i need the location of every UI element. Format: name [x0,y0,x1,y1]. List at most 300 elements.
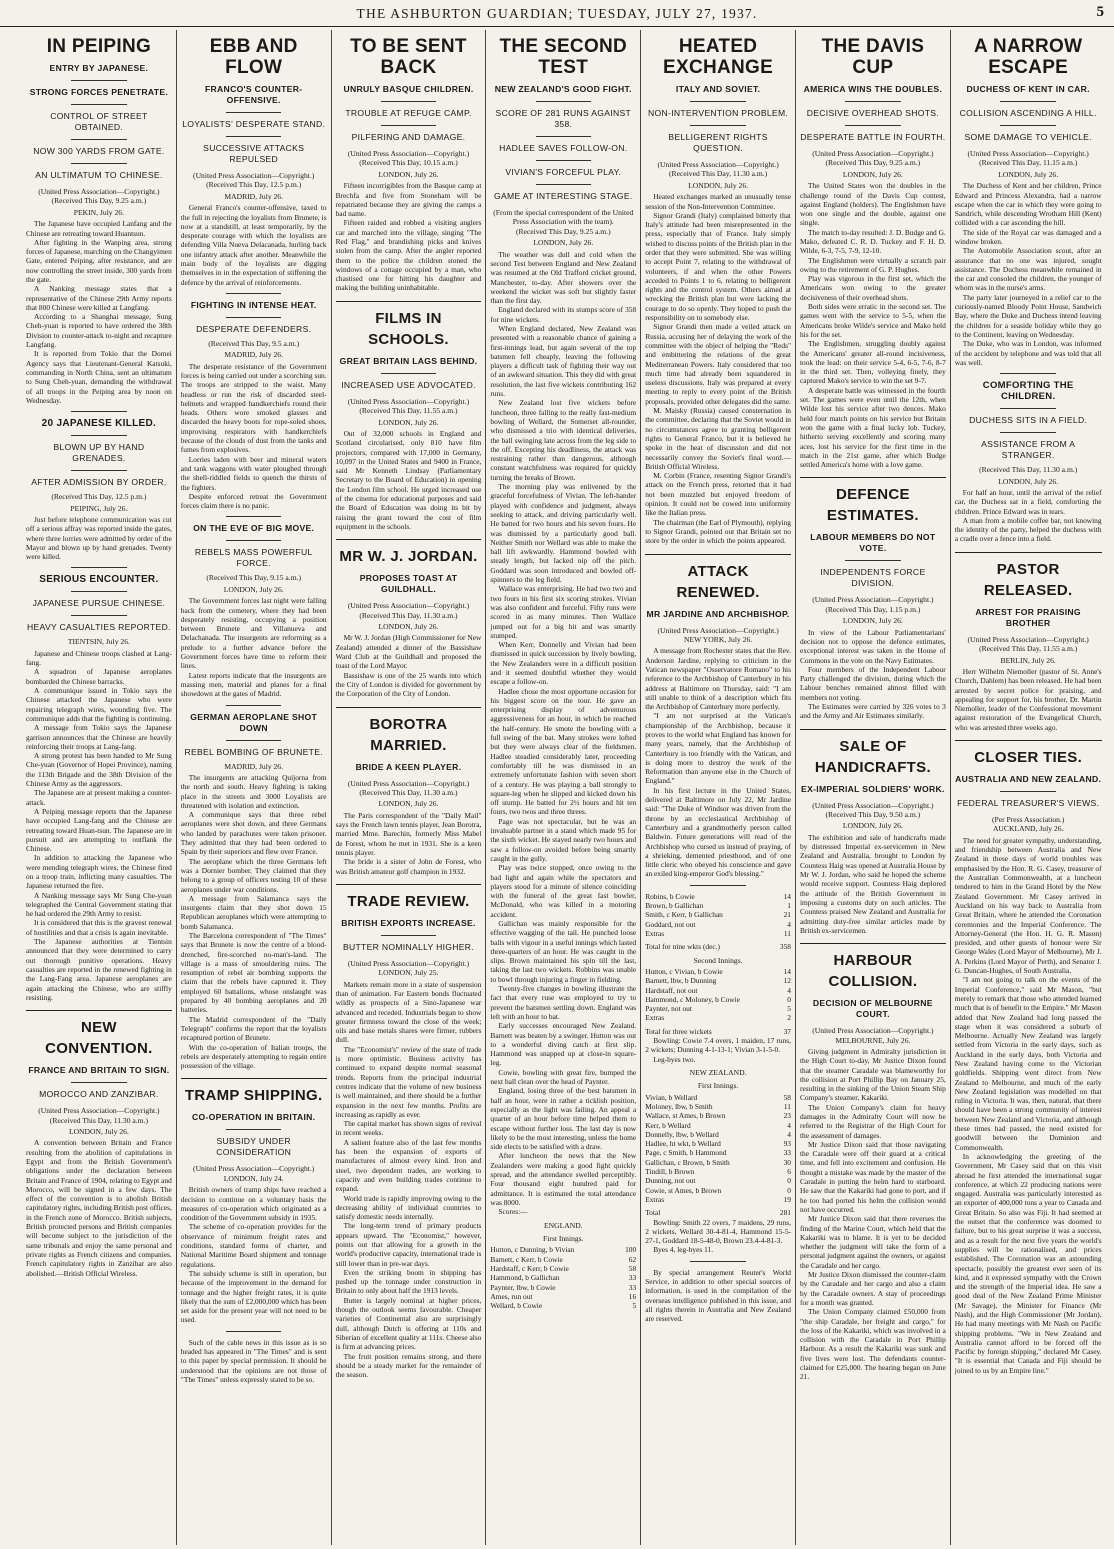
paragraph: Bassishaw is one of the 25 wards into which the City of London is divided for government by the Corporation of the City of London. [335,670,482,699]
divider [381,101,436,102]
divider [1000,432,1056,433]
score-row [490,1301,636,1310]
credit-line: (United Press Association—Copyright.) [38,1106,160,1116]
bowling-figures: Bowling: Cowie 7.4 overs, 1 maiden, 17 runs, 2 wickets; Dunning 4-1-13-1; Vivian 3-1-5-0. [645,1036,791,1055]
subhead: FIGHTING IN INTENSE HEAT. [190,299,317,310]
divider [71,1082,126,1083]
score-row [645,892,791,901]
score-row [490,1255,636,1264]
paragraph: The Madrid correspondent of the "Daily Telegraph" confirms the report that the loyalists recaptured portion of Brunete. [180,1014,327,1043]
paragraph: In addition to attacking the Japanese who were mending telegraph wires, the Chinese fired on a troop train, inflicting many casualties. The Japanese returned the fire. [26,853,172,891]
batsman: Goddard, not out [645,919,696,929]
batsman: Dunning, not out [645,1176,696,1186]
total-runs: 37 [783,1026,791,1036]
divider [71,470,126,471]
subhead: HADLEE SAVES FOLLOW-ON. [499,143,628,153]
runs: 6 [787,1167,791,1177]
batsman: Smith, c Kerr, b Gallichan [645,910,723,920]
dateline: LONDON, July 26. [998,476,1059,486]
runs: 58 [628,1263,637,1273]
subhead: NOW 300 YARDS FROM GATE. [33,146,165,156]
dateline: LONDON, July 26. [842,616,903,626]
paragraph: According to a Shanghai message, Sung Cheh-yuan is reported to have ordered the 38th Division to counter-attack to-night and recapture Langfang. [26,312,172,350]
subhead: AMERICA WINS THE DOUBLES. [803,84,943,94]
paragraph: The insurgents are attacking Quijorna from the north and south. Heavy fighting is taking place in the streets and 3000 Loyalists are threatened with isolation and extinction. [180,772,327,810]
paragraph: Just before telephone communication was cut off a serious affray was reported inside the gates, where three lorries were admitted by order of the Mayor and blown up by hand grenades. Twenty were killed. [26,514,172,562]
paragraph: Even the striking boom in shipping has pushed up the tonnage under construction in Britain to only about half the 1913 levels. [335,1267,482,1296]
runs: 21 [783,910,791,920]
paragraph: General Franco's counter-offensive, taxed to the full in rejecting the loyalists from Brunete, is now at a standstill, at least temporarily, by the desperate courage with which the loyalists are defending Villa Nueva Delacanada, hurling back one infantry attack after another. Meanwhile the main body of the loyalists are digging themselves in in the expectation of stiffening the defence by the arrival of reinforcements. [180,203,327,287]
subhead: NON-INTERVENTION PROBLEM. [648,108,789,118]
headline-attack-renewed: ATTACK RENEWED. [676,562,760,601]
dateline: PEKIN, July 26. [73,207,124,217]
column-3 [332,30,487,1545]
score-row [645,1148,791,1157]
paragraph: For half an hour, until the arrival of the relief car, the Duchess sat in a field, comforting the children. Prince Edward was in tears. [954,487,1102,516]
score-row [490,1273,636,1282]
runs: 4 [787,1120,791,1130]
subhead: INDEPENDENTS FORCE DIVISION. [820,567,926,589]
paragraph: Fifteen incorrigibles from the Basque camp at Brechfa and five from Stoneham will be repatriated because they are giving the camps a bad name. [335,181,482,219]
divider [690,101,745,102]
batsman: Barnett, c Kerr, b Cowie [490,1254,563,1264]
received-line: (Received This Day, 9.25 a.m.) [51,196,147,206]
batsman: Paynter, lbw, b Cowie [490,1282,556,1292]
received-line: (Received This Day, 9.25 a.m.) [515,226,611,236]
paragraph: It is considered that this is the gravest renewal of hostilities and that a crisis is again inevitable. [26,918,172,937]
dateline: MELBOURNE, July 26. [835,1035,911,1045]
runs: 2 [787,1013,791,1023]
score-row [645,986,791,995]
dateline: LONDON, July 26. [842,169,903,179]
paragraph: The Union Company claimed £50,000 from "the ship Caradale, her freight and cargo," for the loss of the Kakariki, which was involved in a collision with the Caradale in Port Phillip Harbour. As a result the Kakariki was sunk and five lives were lost. The defendants counter-claimed for £25,000. The hearing began on June 21. [799,1307,946,1382]
extras-note: Leg-byes two. [653,1054,696,1064]
paragraph: A message from Rochester states that the Rev. Anderson Jardine, replying to criticism in the Vatican newspaper "Osservatore Romano" to his reference to the Archbishop of Canterbury in his address at Baltimore on Thursday, said: "I am still unable to think of a description which fits the Archbishop of Canterbury more perfectly. [645,646,791,712]
score-row [645,967,791,976]
paragraph: Fifteen raided and robbed a visiting anglers car and marched into the village, singing "The Red Flag," and brandishing picks and knives stolen from the camp. After the angler reported them to the police the children stoned the windows of a cottage occupied by a man, who chastised one for hitting his daughter and making the building uninhabitable. [335,218,482,293]
paragraph: Early successes encouraged New Zealand. Barnett was beaten by a swinger. Hutton was out to a wonderful diving catch at first slip. Hammond was snapped up at close-in square-leg. [490,1021,637,1068]
paragraph: Play was twice stopped, once owing to the bad light and again while the spectators and players stood for a minute of silence coinciding with the funeral of the great fast bowler, McDonald, who was killed in a motoring accident. [490,863,637,919]
divider [536,184,591,185]
paragraph: The side of the Royal car was damaged and a window broken. [954,227,1102,246]
headline-davis-cup: THE DAVIS CUP [821,36,925,78]
column-4 [486,30,641,1545]
subhead: ENTRY BY JAPANESE. [49,63,149,73]
batsman: Hammond, c Moloney, b Cowie [645,994,740,1004]
score-row [645,929,791,938]
paragraph: The scheme of co-operation provides for the observance of minimum freight rates and conditions, standard forms of charter, and National Maritime Board shipment and tonnage regulations. [180,1222,327,1269]
subhead: VIVIAN'S FORCEFUL PLAY. [505,167,622,177]
subhead: BRITISH EXPORTS INCREASE. [341,917,476,928]
received-line: (Received This Day, 9.50 a.m.) [825,810,921,820]
subhead: JAPANESE PURSUE CHINESE. [32,598,166,609]
paragraph: The Japanese authorities at Tientsin announced that they were determined to carry out thorough punitive operations. Heavy casualties are reported in the renewed fighting in the Lang-Fang area. Japanese aeroplanes are again attacking the Chinese, who are stiffly resisting. [26,937,172,1002]
received-line: (Received This Day, 12.5 p.m.) [51,492,147,502]
runs: 16 [628,1291,637,1301]
paragraph: A convention between Britain and France resulting from the abolition of capitulations in Egypt and from the British Government's obligations under the declaration between Britain and France of 1904, relating to Egypt and Morocco, will be signed in a few days. The effect of the convention is to abolish British capitulatory rights, including British post offices, in the French zone of Morocco. British subjects, British protected persons and British companies will become subject to the jurisdiction of the same tribunals and enjoy the same personal and private rights as French citizens and companies. French capitulatory rights in Zanzibar are also abolished.—British Official Wireless. [26,1138,172,1278]
paragraph: Four members of the Independent Labour Party challenged the division, during which the Labour benches remained almost filled with members not voting. [799,664,946,702]
dateline: LONDON, July 26. [998,169,1059,179]
divider [690,125,745,126]
batsman: Extras [645,928,665,938]
divider [1000,125,1056,126]
headline-narrow-escape: A NARROW ESCAPE [974,36,1083,78]
divider [226,1331,281,1332]
extras-note: Byes 4, leg-byes 11. [653,1245,714,1255]
team-label: ENGLAND. [543,1220,583,1230]
batsman: Kerr, b Wellard [645,1120,691,1130]
batsman: Hutton, c Vivian, b Cowie [645,966,723,976]
score-row [645,1013,791,1022]
headline-second-test: THE SECOND TEST [499,36,628,78]
divider [845,125,900,126]
column-1 [22,30,177,1545]
divider [336,539,482,540]
subhead: ON THE EVE OF BIG MOVE. [193,523,315,534]
masthead-title: THE ASHBURTON GUARDIAN; TUESDAY, JULY 27, 1937. [356,6,758,21]
subhead: DECISION OF MELBOURNE COURT. [812,998,933,1020]
score-row [645,1093,791,1102]
paragraph: The Estimates were carried by 326 votes to 3 and the Army and Air Estimates similarly. [799,702,946,721]
divider [226,540,281,541]
score-row [645,1139,791,1148]
paragraph: With the co-operation of Italian troops, the rebels are desperately attempting to regain entire possession of the village. [180,1042,327,1071]
subhead: TROUBLE AT REFUGE CAMP. [345,108,472,118]
subhead: LABOUR MEMBERS DO NOT VOTE. [810,532,936,554]
paragraph: The Japanese have occupied Lanfang and the Chinese are retreating toward Huantsun. [26,219,172,238]
paragraph: A communique says that three rebel aeroplanes were shot down, and three Germans who landed by parachutes were taken prisoner. They admitted that they had been ordered to Spain by their superiors and flew over France. [180,810,327,857]
paragraph: Butter is largely nominal at higher prices, though the outlook seems favourable. Cheaper varieties of Continental also are surprisingly dull, although Dutch is offering at 110s and Siberian of excellent quality at 111s. Cheese also is firm at advancing prices. [335,1295,482,1352]
credit-line: (United Press Association—Copyright.) [347,601,470,611]
subhead: DECISIVE OVERHEAD SHOTS. [806,108,940,118]
headline-tramp-shipping: TRAMP SHIPPING. [184,1087,323,1105]
batsman: Page, c Smith, b Hammond [645,1148,727,1158]
received-line: (Received This Day, 11.30 a.m.) [979,465,1078,475]
headline-trade-review: TRADE REVIEW. [347,892,470,910]
total-label: Total for nine wkts (dec.) [645,942,720,952]
subhead: PILFERING AND DAMAGE. [351,132,466,142]
paragraph: The morning play was enlivened by the graceful forcefulness of Vivian. The left-hander played with confidence and judgment, always seeking to attack, and driving particularly well. He batted for two hours and his seven fours. He was dismissed by a particularly good ball. Neither Smith nor Wellard was able to make the ball lift awkwardly. Hammond bowled with steady length, but lacked nip off the pitch. Goddard was soon introduced and bowled off-spinners to the leg field. [490,482,637,585]
runs: 4 [787,919,791,929]
divider [1000,101,1056,102]
subhead: HEAVY CASUALTIES REPORTED. [27,622,171,633]
credit-line: (Per Press Association.) [992,815,1065,825]
paragraph: Both sides were erratic in the second set. The games went with the service to 5-5, when the Americans broke Wilde's service and Mako held his for the set. [799,302,946,339]
paragraph: Twenty-five changes in bowling illustrate the fact that every ruse was employed to try to prevent the batsmen settling down. England was left with an hour to bat. [490,984,637,1021]
divider [226,740,281,741]
credit-line: (United Press Association—Copyright.) [812,149,934,158]
headline-sale-of-handicrafts: SALE OF HANDICRAFTS. [814,737,931,776]
subhead: CONTROL OF STREET OBTAINED. [50,111,148,132]
subhead: BUTTER NOMINALLY HIGHER. [342,941,475,952]
dateline: LONDON, July 26. [378,169,439,179]
subhead: BELLIGERENT RIGHTS QUESTION. [668,132,768,153]
batsman: Hammond, b Gallichan [490,1273,560,1283]
dateline: LONDON, July 26. [378,417,439,427]
subhead: LOYALISTS' DESPERATE STAND. [182,119,326,129]
runs: 11 [783,1102,791,1111]
runs: 93 [783,1139,791,1149]
batsman: Paynter, not out [645,1004,692,1014]
runs: 62 [628,1254,637,1264]
paragraph: After luncheon the news that the New Zealanders were making a good fight quickly spread, and the attendance swelled perceptibly. Four thousand eight hundred paid for admittance. It is estimated the total attendance was 8000. [490,1151,637,1207]
divider [381,935,436,936]
paragraph: The chairman (the Earl of Plymouth), replying to Signor Grandi, pointed out that Britain set no store by the order in which the points appeared. [645,517,791,546]
column-7 [951,30,1106,1545]
paragraph: Such of the cable news in this issue as is so headed has appeared in "The Times" and is sent to this paper by special permission. It should be understood that the opinions are not those of "The Times" unless expressly stated to be so. [180,1337,327,1384]
paragraph: The party later journeyed in a relief car to the curiously-named Bloody Point House, Sandwich Bay, where the Duke and Duchess intend leaving the children for a seaside holiday while they go to the Continent, leaving on Wednesday. [954,292,1102,339]
score-row [490,1264,636,1273]
divider [845,101,900,102]
paragraph: In his first lecture in the United States, delivered at Baltimore on July 22, Mr Jardine said: "The Duke of Windsor was driven from the throne by an ecclesiastical Archbishop of Canterbury and a grandmotherly person called Baldwin. Future generations will read of the Archbishop who cursed us instead of praying, of a shrieking, demented priesthood, and of one little cleric who obeyed his conscience and gave an exiled king-emperor God's blessing." [645,785,791,879]
batsman: Extras [645,1194,665,1204]
batsman: Vivian, b Wellard [645,1092,698,1102]
dateline: MADRID, July 26. [224,350,284,360]
batsman: Ames, run out [490,1291,533,1301]
runs: 30 [783,1157,791,1167]
paragraph: A message from Tokio says the Japanese garrison announces that the Chinese are heavily reinforcing their troops at Lang-fang. [26,723,172,751]
headline-ebb-and-flow: EBB AND FLOW [209,36,298,78]
headline-closer-ties: CLOSER TIES. [974,749,1083,767]
headline-films-in-schools: FILMS IN SCHOOLS. [368,309,449,348]
paragraph: Page was not spectacular, but he was an invaluable partner in a stand which made 95 for the sixth wicket. He stayed nearly two hours and saw a follow-on avoided before being smartly caught in the gully. [490,816,637,863]
batsman: Brown, b Gallichan [645,901,704,911]
batsman: Wellard, b Cowie [490,1301,543,1311]
section-head: COMFORTING THE CHILDREN. [982,380,1074,403]
runs: 5 [787,1004,791,1014]
runs: 0 [787,1176,791,1186]
dateline: LONDON, July 24. [223,1173,284,1183]
subhead: CO-OPERATION IN BRITAIN. [192,1112,316,1123]
score-row [645,1102,791,1111]
column-6 [796,30,951,1545]
dateline: LONDON, July 26. [688,180,749,190]
credit-line: (United Press Association—Copyright.) [347,396,470,406]
paragraph: British owners of tramp ships have reached a decision to continue on a voluntary basis the measures of co-operation which originated as a condition of the Government subsidy in 1935. [180,1185,327,1223]
subhead: DESPERATE BATTLE IN FOURTH. [800,132,946,142]
subhead: GERMAN AEROPLANE SHOT DOWN [190,711,318,733]
divider [71,139,126,140]
paragraph: The match to-day resulted: J. D. Budge and G. Mako, defeated C. R. D. Tuckey and F. H. D. Wilde, 6-3, 7-5, 7-9, 12-10. [799,227,946,256]
runs: 19 [783,1194,791,1204]
score-row [645,1176,791,1185]
paragraph: The exhibition and sale of handicrafts made by distressed Imperial ex-servicemen in New Zealand and Australia, brought to London by Countess Haig was opened at Australia House by Mr W. J. Jordan, who said he hoped the scheme would receive support. Countess Haig deplored the attitude of the British Government in imposing a customs duty on such articles. The Countess praised New Zealand and Australia for admitting duty-free similar articles made by British ex-servicemen. [799,832,946,935]
batsman: Tindill, b Brown [645,1167,695,1177]
divider [800,729,946,730]
subhead: DUCHESS OF KENT IN CAR. [966,84,1090,94]
credit-line: (From the special correspondent of the United Press Association with the team). [493,208,634,227]
subhead: REBELS MASS POWERFUL FORCE. [194,547,313,569]
paragraph: The long-term trend of primary products appears upward. The "Economist," however, points out that allowing for a growth in the world's productive capacity, international trade is still lower than in pre-war days. [335,1221,482,1268]
paragraph: The aeroplane which the three Germans left was a Dornier bomber. They claimed that they belong to a group of officers testing 10 of these aeroplanes under war conditions. [180,856,327,894]
innings-label: First Innings. [543,1233,584,1243]
divider [800,477,946,478]
score-row [490,1292,636,1301]
received-line: (Received This Day, 11.30 a.m.) [359,787,458,797]
paragraph: The Government forces last night were falling back from the cemetery, where they had been desperately resisting, occupying a position between Brunete and Villanueva and Delachanada. The insurgents are reforming as a prelude to a further advance before the Government forces have time to reform their lines. [180,596,327,671]
paragraph: The weather was dull and cold when the second Test between England and New Zealand was resumed at the Old Trafford cricket ground, Manchester, to-day. After showers over the weekend the wicket was soft but slightly faster than the first day. [490,249,637,306]
divider [71,163,126,164]
paragraph: The desperate resistance of the Government forces is being carried out under a scorching sun. The troops are stripped to the waist. Many headless or run the risk of discarded steel-helmets and wrapped handkerchiefs round their heads. Others wore smoked glasses and discarded the heavy boots for rope-soled shoes, improvising respirators with handkerchiefs because of the clouds of dust from the tanks and fumes from explosives. [180,361,327,455]
score-row [645,1167,791,1176]
batsman: Gallichan, c Brown, b Smith [645,1157,730,1167]
paragraph: A message from Salamanca says the insurgents claim that they shot down 15 Republican aeroplanes which were attempting to bomb Salamanca. [180,893,327,931]
divider [181,1078,327,1079]
paragraph: A strong protest has been handed to Mr Sung Che-yuan (Governor of Hopei Province), naming the 113th Brigade and the 38th Division of the Chinese Army as the aggressors. [26,751,172,789]
runs: 58 [783,1092,791,1102]
subhead: DUCHESS SITS IN A FIELD. [969,415,1088,426]
paragraph: A squadron of Japanese aeroplanes bombarded the Chinese barracks. [26,667,172,686]
paragraph: The Union Company's claim for heavy damages in the Admiralty Court will now be referred to the Registrar of the High Court for the assessment of damages. [799,1102,946,1140]
headline-pastor-released: PASTOR RELEASED. [983,560,1073,599]
score-row [645,910,791,919]
batsman: Barnett, lbw, b Dunning [645,976,717,986]
paragraph: Hadlee chose the most opportune occasion for his biggest score on the tour. He gave an enterprising display of adventurous aggressiveness for an hour, in which he reached the half-century. He smote the bowling with a full swing of the bat. Many strokes were lofted but they were always clear of the fieldsmen. Hadlee steadied considerably later, proceeding comfortably till he was dismissed in an extremely unfortunate fashion with seven short of a century. He was playing a ball strongly to square-leg when he slipped and kicked down his off stump. He batted for 2½ hours and hit ten fours, two twos and three threes. [490,686,637,817]
divider [645,554,791,555]
subhead: AUSTRALIA AND NEW ZEALAND. [955,774,1102,785]
divider [336,884,482,885]
divider [226,317,281,318]
section-head: SERIOUS ENCOUNTER. [39,574,159,586]
total-label: Total [645,1208,661,1218]
subhead: UNRULY BASQUE CHILDREN. [343,84,474,94]
batsman: Hardstaff, c Kerr, b Cowie [490,1263,569,1273]
paragraph: A communique issued in Tokio says the Chinese attacked the Japanese who were repairing telegraph wires, wounding five. The communique adds that the fighting is continuing. [26,686,172,723]
runs: 5 [632,1301,637,1311]
score-row [645,1004,791,1013]
batsman: Hadlee, ht wkt, b Wellard [645,1139,721,1149]
paragraph: The "Economist's" review of the state of trade is more optimistic. Business activity has continued to expand despite normal seasonal trends. Reports from the principal industrial centres indicate that the volume of new business is well maintained, and there should be a further expansion in the next few months. Profits are increasing as rapidly as ever. [335,1044,482,1119]
subhead: FRANCE AND BRITAIN TO SIGN. [28,1065,170,1076]
subhead: SOME DAMAGE TO VEHICLE. [964,132,1092,142]
received-line: (Received This Day, 9.15 a.m.) [206,573,302,583]
received-line: (Received This Day, 9.5 a.m.) [208,338,300,348]
credit-line: (United Press Association—Copyright.) [812,800,934,810]
paragraph: When England declared, New Zealand was presented with a reasonable chance of gaining a first-innings lead, but again several of the top batsmen fell cheaply, leaving the following players a difficult task of fighting their way out of an awkward situation. This they did with great resolution, the last five wickets contributing 162 runs. [490,324,637,399]
headline-defence-estimates: DEFENCE ESTIMATES. [826,486,919,525]
score-total [645,1027,791,1036]
score-row [645,1158,791,1167]
received-line: (Received This Day, 11.55 a.m.) [359,406,458,416]
credit-line: (United Press Association—Copyright.) [347,778,470,788]
subhead: AN ULTIMATUM TO CHINESE. [35,170,163,180]
subhead: SCORE OF 281 RUNS AGAINST 358. [495,108,632,129]
subhead: MR JARDINE AND ARCHBISHOP. [646,608,790,619]
divider [690,885,745,886]
paragraph: A Peiping message reports that the Japanese have occupied Lang-fang and the Chinese are retreating toward Huan-tsun. The Japanese are in pursuit and are attempting to outflank the Chinese. [26,806,172,854]
subhead: REBEL BOMBING OF BRUNETE. [184,746,323,757]
headline-heated-exchange: HEATED EXCHANGE [663,36,774,78]
headline-to-be-sent-back: TO BE SENT BACK [350,36,467,78]
divider [226,112,281,113]
subhead: BLOWN UP BY HAND GRENADES. [53,442,145,464]
score-row [645,1130,791,1139]
credit-line: (United Press Association—Copyright.) [193,171,315,180]
runs: 100 [625,1245,637,1255]
score-row [645,1111,791,1120]
batsman: Cowie, st Ames, b Brown [645,1185,722,1195]
runs: 33 [783,1148,791,1158]
paragraph: Out of 32,000 schools in England and Scotland circularised, only 810 have film projectors, compared with 17,000 in Germany, 10,097 in the United States and 9400 in France, said Mr Kenneth Lindsay (Parliamentary Secretary to the Board of Education) in opening the London film school. He urged increased use of the cinema for educational purposes and said the Board of Education was doing its bit by raising the grant toward the cost of film equipment in the schools. [335,429,482,531]
divider [71,411,126,412]
paragraph: Wallace was enterprising. He had two two and two fours in his first six scoring strokes. Vivian was also confident and forceful. Fifty runs were scored in as many minutes. Then Wallace jumped out for a big hit and was smartly stumped. [490,584,637,640]
runs: 0 [787,1185,791,1195]
divider [71,567,126,568]
footnote: By special arrangement Reuter's World Service, in addition to other special sources of information, is used in the compilation of the overseas intelligence published in this issue, and all rights therein in Australia and New Zealand are reserved. [645,1267,791,1324]
subhead: ITALY AND SOVIET. [675,84,761,94]
subhead: SUBSIDY UNDER CONSIDERATION [216,1136,292,1158]
received-line: (Received This Day, 11.55 a.m.) [979,644,1078,654]
credit-line: (United Press Association—Copyright.) [812,595,934,605]
runs: 33 [628,1273,637,1283]
paragraph: After fighting in the Wanping area, strong forces of Japanese, marching on the Changyimen Gate, entered Peiping, after resistance, and are now controlling the street inside, 300 yards from the gate. [26,237,172,284]
runs: 14 [783,966,791,976]
column-2 [177,30,332,1545]
paragraph: When Kerr, Donnelly and Vivian had been dismissed in quick succession by lively bowling, the New Zealanders were in a difficult position and it seemed doubtful whether they would escape a follow-on. [490,640,637,687]
credit-line: (United Press Association—Copyright.) [347,149,470,158]
dateline: MADRID, July 26. [224,191,284,201]
divider [336,301,482,302]
headline-in-peiping: IN PEIPING [46,36,152,57]
innings-label: First Innings. [697,1081,739,1091]
paragraph: Signor Grandi then made a veiled attack on Russia, accusing her of delaying the work of the committee with the object of helping the "Reds" and embittering the relations of the great Mediterranean Powers. Italy considered that too much time had already been squandered in useless discussions. Italy was prepared at every meeting to reply to every point of the British proposals, provided other delegates did the same. [645,322,791,406]
credit-line: (United Press Association—Copyright.) [347,958,470,968]
credit-line: (United Press Association—Copyright.) [193,1164,315,1174]
paragraph: M. Maisky (Russia) caused consternation in the committee, declaring that the Soviet would in no circumstances agree to granting belligerent rights to General Franco, but it is believed he spoke in the heat of discussion and did not necessarily convey the Soviet's final word.—British Official Wireless. [645,406,791,471]
paragraph: The subsidy scheme is still in operation, but because of the improvement in the demand for tonnage and the higher freight rates, it is quite likely that the sum of £2,000,000 which has been set aside for the present year will not need to be used. [180,1268,327,1325]
paragraph: In view of the Labour Parliamentarians' decision not to oppose the defence estimates, exceptional interest was taken in the House of Commons in the vote on the Navy Estimates. [799,627,946,665]
runs: 0 [787,994,791,1004]
divider [955,552,1102,553]
dateline: BERLIN, July 26. [1000,655,1056,665]
divider [26,1010,172,1011]
divider [690,1261,745,1262]
credit-line: (United Press Association—Copyright.) [657,160,779,169]
score-row [645,976,791,985]
subhead: EX-IMPERIAL SOLDIERS' WORK. [801,783,945,794]
paragraph: Despite enforced retreat the Government forces claim there is no panic. [180,491,327,511]
subhead: COLLISION ASCENDING A HILL. [959,108,1097,118]
batsman: Wallace, st Ames, b Brown [645,1111,726,1121]
runs: 23 [783,1111,791,1121]
paragraph: Mr W. J. Jordan (High Commissioner for New Zealand) attended a dinner of the Bassishaw Ward Club at the Guildhall and proposed the toast of the Lord Mayor. [335,633,482,671]
paragraph: New Zealand lost five wickets before luncheon, three falling to the really fast-medium bowling of Wellard, the Somerset all-rounder, who dismissed a trio with identical deliveries, the ball swinging late across from the leg side to the off. Excepting his deadliness, the attack was restraining rather than dangerous, although constant watchfulness was required for quickly turning the breaks of Brown. [490,398,637,482]
credit-line: (United Press Association—Copyright.) [967,149,1089,158]
dateline: LONDON, July 26. [533,238,594,248]
paragraph: M. Corbin (France, resenting Signor Grandi's attack on the French press, retorted that it had not been muzzled but enjoyed freedom of opinion. It could not be cowed into uniformity like the Italian press. [645,471,791,518]
subhead: INCREASED USE ADVOCATED. [341,379,476,390]
subhead: DESPERATE DEFENDERS. [196,323,312,334]
runs: 1 [787,901,791,911]
paragraph: A Nanking message says Mr Sung Che-yuan telegraphed the Central Government stating that he had ordered the 29th Army to resist. [26,890,172,919]
divider [71,104,126,105]
subhead: AFTER ADMISSION BY ORDER. [31,477,167,488]
total-runs: 281 [779,1208,791,1218]
divider [226,705,281,706]
paragraph: The capital market has shown signs of revival in recent weeks. [335,1119,482,1138]
paragraph: Signor Grandi (Italy) complained bitterly that Italy's attitude had been misrepresented in the press, especially that of France. Italy simply wished to discuss points of the British plan in the order that they were submitted. She was willing to accept Point 7, relating to the withdrawal of volunteers, if and when the other Powers acceded to Points 1 to 6, relating to belligerent rights and the control system. Others aimed at wrecking the British plan but were lacking the courage to do so openly. They hoped to push the responsibility on to somebody else. [645,210,791,323]
paragraph: A man from a mobile coffee bar, not knowing the identity of the party, helped the duchess with a cradle over a fence into a field. [954,515,1102,544]
batsman: Hardstaff, not out [645,985,698,995]
runs: 12 [783,976,791,986]
divider [71,80,126,81]
score-row [645,995,791,1004]
runs: 11 [783,928,791,938]
paragraph: Heated exchanges marked an unusually tense session of the Non-Intervention Committee. [645,192,791,211]
score-row [645,1121,791,1130]
team-label: NEW ZEALAND. [689,1067,747,1077]
divider [226,136,281,137]
